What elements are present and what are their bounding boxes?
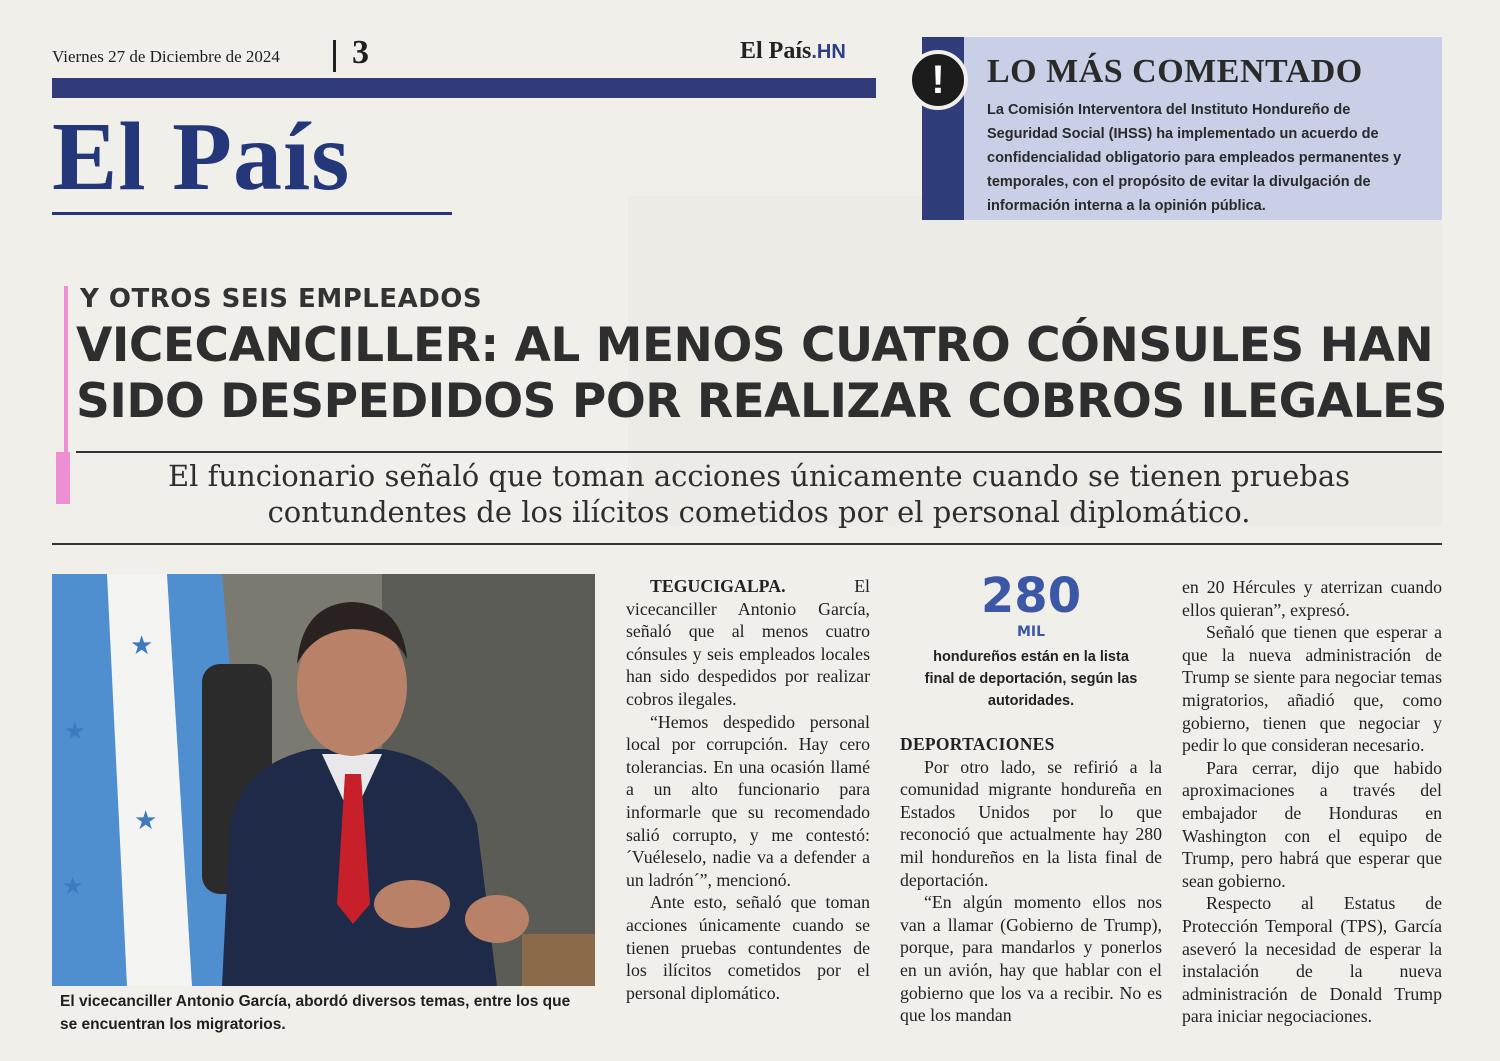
headline: VICECANCILLER: AL MENOS CUATRO CÓNSULES HAN SIDO DESPEDIDOS POR REALIZAR COBROS ILEGALES [76,318,1447,429]
paragraph: Ante esto, señaló que toman acciones únicamente cuando se tienen pruebas contundentes de los ilícitos cometidos por el personal diplomático. [626,892,870,1003]
paragraph: “En algún momento ellos nos van a llamar (Gobierno de Trump), porque, para mandarlos y ponerlos en un avión, hay que hablar con el gobierno que los va a recibir. No es que los mandan [900,892,1162,1026]
svg-text:★: ★ [64,717,86,745]
article-photo [52,574,595,986]
article-column-1 [626,575,870,1004]
deck-subheadline: El funcionario señaló que toman acciones únicamente cuando se tienen pruebas contundentes de los ilícitos cometidos por el personal diplomático. [167,459,1351,529]
dateline: TEGUCIGALPA. [650,576,786,596]
paragraph: “Hemos despedido personal local por corrupción. Hay cero tolerancias. En una ocasión llamé a un alto funcionario para informarle que su recomendado salió corrupto, y me contestó: ´Vuéleselo, nadie va a defender a un ladrón´”, mencionó. [626,711,870,890]
photo-caption: El vicecanciller Antonio García, abordó diversos temas, entre los que se encuentran los migratorios. [60,993,571,1033]
highlighter-mark [56,452,70,504]
paragraph: Por otro lado, se refirió a la comunidad migrante hondureña en Estados Unidos por lo que reconoció que actualmente hay 280 mil hondureños en la lista final de deportación. [900,756,1162,890]
divider-rule [52,543,1442,545]
article-column-3 [1182,576,1442,1028]
page-number: 3 [352,34,369,71]
header-divider [333,40,336,72]
stat-unit: MIL [1016,624,1046,640]
paragraph: Señaló que tienen que esperar a que la nueva administración de Trump se siente para negociar temas migratorios, añadió que, como gobierno, tienen que negociar y pedir lo que consideran necesario. [1182,622,1442,756]
stat-number: 280 [980,568,1082,624]
masthead-underline [52,212,452,215]
paragraph: en 20 Hércules y aterrizan cuando ellos quieran”, expresó. [1182,577,1442,620]
brand-small-logo [740,38,846,65]
brand-small-suffix: .HN [811,41,846,63]
divider-rule [76,451,1442,453]
section-band [52,78,876,98]
lo-mas-comentado-text: La Comisión Interventora del Instituto Hondureño de Seguridad Social (IHSS) ha implementado un acuerdo de confidencialidad obligatorio para empleados permanentes y temporales, con el propósito de evitar la divulgación de información interna a la opinión pública. [987,102,1402,214]
section-subhead: DEPORTACIONES [900,734,1055,754]
masthead-logo: El País [52,103,351,211]
brand-small-name: El País [740,38,812,64]
photo-illustration [52,574,595,986]
svg-text:★: ★ [130,631,154,661]
paragraph: Respecto al Estatus de Protección Temporal (TPS), García aseveró la necesidad de esperar la instalación de la nueva administración de Donald Trump para iniciar negociaciones. [1182,893,1442,1027]
svg-text:★: ★ [134,806,158,836]
issue-date: Viernes 27 de Diciembre de 2024 [52,47,280,66]
paragraph [626,575,870,711]
stat-description: hondureños están en la lista final de deportación, según las autoridades. [924,649,1138,709]
exclamation-icon: ! [908,50,968,110]
paragraph-text: El vicecanciller Antonio García, señaló que al menos cuatro cónsules y seis empleados locales han sido despedidos por realizar cobros ilegales. [626,576,870,709]
paragraph: Para cerrar, dijo que habido aproximaciones a través del embajador de Honduras en Washington con el equipo de Trump, pero habrá que esperar que sean gobierno. [1182,757,1442,891]
kicker: Y OTROS SEIS EMPLEADOS [80,284,483,314]
article-column-2 [900,733,1162,1027]
svg-text:★: ★ [62,872,84,900]
lo-mas-comentado-title: LO MÁS COMENTADO [987,53,1363,90]
